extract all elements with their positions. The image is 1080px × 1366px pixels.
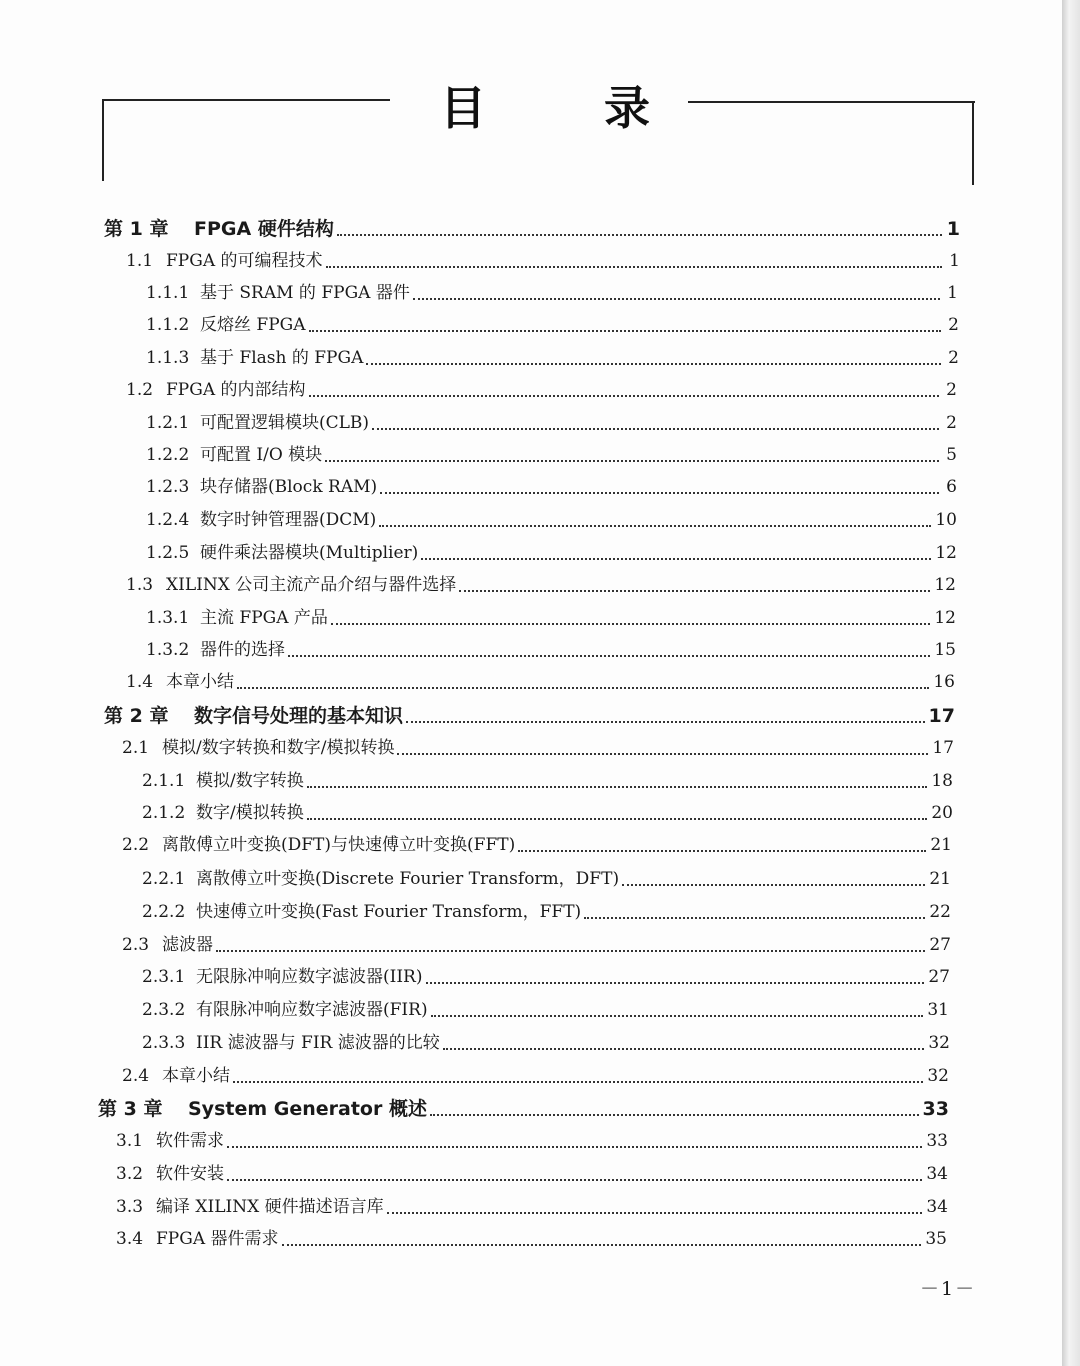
- toc-entry-number: 3.1: [116, 1131, 144, 1151]
- toc-entry-title: FPGA 硬件结构: [194, 218, 334, 240]
- toc-entry-page: 10: [935, 510, 957, 530]
- toc-entry-title: 本章小结: [162, 1066, 230, 1086]
- toc-entry-title: 无限脉冲响应数字滤波器(IIR): [196, 967, 423, 987]
- toc-entry-number: 第 3 章: [98, 1098, 163, 1120]
- toc-entry-number: 2.3: [122, 935, 150, 955]
- toc-subsection-entry[interactable]: [142, 1026, 950, 1054]
- toc-entry-title: 块存储器(Block RAM): [200, 477, 378, 497]
- toc-entry-page: 27: [929, 935, 951, 955]
- toc-dot-leader: [282, 1244, 922, 1246]
- toc-entry-page: 2: [946, 413, 957, 433]
- toc-entry-title: 器件的选择: [200, 640, 285, 660]
- toc-entry-number: 1.2.4: [146, 510, 190, 530]
- toc-entry-number: 1.1.2: [146, 315, 190, 335]
- toc-entry-number: 2.3.2: [142, 1000, 186, 1020]
- toc-dot-leader: [307, 786, 928, 788]
- toc-entry-number: 1.2.5: [146, 543, 190, 563]
- toc-entry-number: 第 1 章: [104, 218, 169, 240]
- toc-entry-number: 1.4: [126, 672, 154, 692]
- toc-subsection-entry[interactable]: [142, 895, 951, 923]
- toc-entry-title: FPGA 的可编程技术: [166, 251, 323, 271]
- toc-subsection-entry[interactable]: [142, 960, 950, 988]
- toc-dot-leader: [325, 460, 939, 462]
- toc-dot-leader: [406, 721, 925, 723]
- toc-subsection-entry[interactable]: [146, 308, 959, 336]
- toc-entry-page: 20: [931, 803, 953, 823]
- toc-dot-leader: [421, 558, 931, 560]
- toc-entry-page: 21: [929, 869, 951, 889]
- toc-entry-title: 硬件乘法器模块(Multiplier): [200, 543, 419, 563]
- toc-dot-leader: [227, 1179, 922, 1181]
- toc-entry-title: 软件安装: [156, 1164, 224, 1184]
- toc-dot-leader: [233, 1081, 923, 1083]
- toc-entry-title: 反熔丝 FPGA: [200, 315, 306, 335]
- toc-dot-leader: [307, 818, 928, 820]
- toc-dot-leader: [337, 234, 942, 236]
- toc-entry-page: 12: [934, 575, 956, 595]
- toc-dot-leader: [584, 917, 925, 919]
- toc-subsection-entry[interactable]: [146, 438, 957, 466]
- toc-dot-leader: [426, 982, 925, 984]
- toc-entry-page: 1: [949, 251, 960, 271]
- toc-entry-number: 2.1.2: [142, 803, 186, 823]
- toc-dot-leader: [227, 1146, 922, 1148]
- toc-entry-page: 27: [928, 967, 950, 987]
- toc-entry-number: 1.2.3: [146, 477, 190, 497]
- toc-entry-title: 本章小结: [166, 672, 234, 692]
- toc-subsection-entry[interactable]: [146, 470, 957, 498]
- title-char-1: 目: [440, 81, 486, 135]
- page-edge-shadow: [1062, 0, 1080, 1366]
- toc-entry-title: FPGA 器件需求: [156, 1229, 279, 1249]
- title-char-2: 录: [604, 81, 650, 135]
- toc-section-entry[interactable]: [126, 373, 957, 401]
- toc-entry-number: 1.2: [126, 380, 154, 400]
- toc-entry-number: 2.1.1: [142, 771, 186, 791]
- toc-subsection-entry[interactable]: [146, 341, 959, 369]
- toc-entry-page: 1: [947, 283, 958, 303]
- toc-entry-page: 18: [931, 771, 953, 791]
- toc-entry-title: FPGA 的内部结构: [166, 380, 306, 400]
- page-title: [440, 70, 650, 140]
- toc-entry-page: 34: [926, 1164, 948, 1184]
- toc-dot-leader: [397, 753, 928, 755]
- toc-subsection-entry[interactable]: [146, 536, 957, 564]
- toc-section-entry[interactable]: [116, 1190, 948, 1218]
- toc-entry-title: 有限脉冲响应数字滤波器(FIR): [196, 1000, 428, 1020]
- toc-subsection-entry[interactable]: [146, 406, 957, 434]
- toc-dot-leader: [443, 1048, 925, 1050]
- toc-entry-page: 6: [946, 477, 957, 497]
- toc-entry-number: 2.4: [122, 1066, 150, 1086]
- toc-subsection-entry[interactable]: [146, 276, 958, 304]
- toc-section-entry[interactable]: [116, 1222, 947, 1250]
- frame-right-vertical-line: [972, 101, 974, 185]
- toc-entry-title: System Generator 概述: [188, 1098, 427, 1120]
- toc-entry-number: 1.1.1: [146, 283, 190, 303]
- toc-entry-number: 2.3.3: [142, 1033, 186, 1053]
- toc-entry-title: 主流 FPGA 产品: [200, 608, 328, 628]
- toc-entry-number: 1.1: [126, 251, 154, 271]
- toc-entry-title: 模拟/数字转换: [196, 771, 304, 791]
- toc-entry-title: 可配置逻辑模块(CLB): [200, 413, 370, 433]
- toc-dot-leader: [622, 884, 925, 886]
- toc-entry-number: 1.2.1: [146, 413, 190, 433]
- frame-right-top-line: [688, 101, 975, 103]
- toc-dot-leader: [379, 525, 931, 527]
- toc-dot-leader: [331, 623, 930, 625]
- toc-section-entry[interactable]: [126, 244, 960, 272]
- frame-left-top-line: [102, 99, 390, 101]
- toc-dot-leader: [237, 687, 929, 689]
- toc-section-entry[interactable]: [122, 1059, 949, 1087]
- toc-subsection-entry[interactable]: [146, 601, 956, 629]
- toc-entry-title: 离散傅立叶变换(Discrete Fourier Transform，DFT): [196, 869, 620, 889]
- toc-section-entry[interactable]: [116, 1124, 948, 1152]
- toc-dot-leader: [518, 850, 926, 852]
- toc-entry-number: 1.3: [126, 575, 154, 595]
- toc-subsection-entry[interactable]: [142, 862, 951, 890]
- toc-subsection-entry[interactable]: [146, 503, 957, 531]
- toc-entry-number: 3.2: [116, 1164, 144, 1184]
- toc-entry-page: 35: [925, 1229, 947, 1249]
- toc-entry-number: 2.2.2: [142, 902, 186, 922]
- toc-entry-title: 编译 XILINX 硬件描述语言库: [156, 1197, 384, 1217]
- toc-entry-page: 5: [946, 445, 957, 465]
- toc-section-entry[interactable]: [116, 1157, 948, 1185]
- toc-dot-leader: [431, 1015, 924, 1017]
- toc-entry-page: 2: [948, 315, 959, 335]
- toc-section-entry[interactable]: [122, 828, 952, 856]
- toc-entry-page: 17: [932, 738, 954, 758]
- toc-dot-leader: [413, 298, 940, 300]
- toc-entry-page: 2: [946, 380, 957, 400]
- toc-dot-leader: [309, 395, 940, 397]
- toc-dot-leader: [288, 655, 930, 657]
- toc-section-entry[interactable]: [126, 568, 956, 596]
- toc-subsection-entry[interactable]: [142, 764, 953, 792]
- toc-entry-title: 可配置 I/O 模块: [200, 445, 323, 465]
- toc-entry-title: 快速傅立叶变换(Fast Fourier Transform，FFT): [196, 902, 582, 922]
- toc-entry-number: 2.2.1: [142, 869, 186, 889]
- toc-dot-leader: [372, 428, 939, 430]
- toc-dot-leader: [380, 492, 939, 494]
- toc-entry-page: 32: [928, 1033, 950, 1053]
- toc-dot-leader: [430, 1114, 919, 1116]
- toc-entry-page: 34: [926, 1197, 948, 1217]
- toc-entry-number: 1.1.3: [146, 348, 190, 368]
- toc-dot-leader: [387, 1212, 923, 1214]
- toc-entry-title: 离散傅立叶变换(DFT)与快速傅立叶变换(FFT): [162, 835, 516, 855]
- toc-entry-number: 3.3: [116, 1197, 144, 1217]
- toc-entry-number: 2.2: [122, 835, 150, 855]
- toc-entry-page: 12: [934, 608, 956, 628]
- toc-entry-title: IIR 滤波器与 FIR 滤波器的比较: [196, 1033, 440, 1053]
- toc-entry-page: 33: [922, 1098, 949, 1120]
- toc-dot-leader: [459, 590, 930, 592]
- toc-entry-title: 数字/模拟转换: [196, 803, 304, 823]
- toc-dot-leader: [366, 363, 941, 365]
- toc-chapter-entry[interactable]: [98, 1092, 949, 1120]
- toc-entry-page: 1: [946, 218, 960, 240]
- toc-subsection-entry[interactable]: [142, 796, 953, 824]
- toc-dot-leader: [216, 950, 925, 952]
- toc-chapter-entry[interactable]: [104, 212, 960, 240]
- toc-entry-title: XILINX 公司主流产品介绍与器件选择: [166, 575, 457, 595]
- toc-section-entry[interactable]: [126, 665, 955, 693]
- toc-entry-page: 2: [948, 348, 959, 368]
- toc-entry-page: 33: [926, 1131, 948, 1151]
- toc-section-entry[interactable]: [122, 731, 954, 759]
- toc-entry-title: 数字信号处理的基本知识: [194, 705, 404, 727]
- toc-entry-page: 21: [930, 835, 952, 855]
- toc-dot-leader: [326, 266, 943, 268]
- page-number: －1－: [920, 1278, 977, 1300]
- toc-entry-page: 22: [929, 902, 951, 922]
- toc-entry-page: 12: [935, 543, 957, 563]
- toc-entry-title: 基于 SRAM 的 FPGA 器件: [200, 283, 410, 303]
- toc-entry-page: 32: [927, 1066, 949, 1086]
- toc-section-entry[interactable]: [122, 928, 951, 956]
- toc-entry-number: 2.1: [122, 738, 150, 758]
- toc-entry-page: 17: [928, 705, 955, 727]
- toc-entry-page: 16: [933, 672, 955, 692]
- toc-dot-leader: [309, 330, 942, 332]
- toc-entry-title: 软件需求: [156, 1131, 224, 1151]
- toc-entry-title: 数字时钟管理器(DCM): [200, 510, 377, 530]
- toc-chapter-entry[interactable]: [104, 699, 955, 727]
- toc-entry-title: 基于 Flash 的 FPGA: [200, 348, 364, 368]
- toc-entry-number: 2.3.1: [142, 967, 186, 987]
- toc-subsection-entry[interactable]: [146, 633, 956, 661]
- toc-entry-number: 1.3.1: [146, 608, 190, 628]
- toc-entry-number: 第 2 章: [104, 705, 169, 727]
- toc-entry-page: 15: [934, 640, 956, 660]
- toc-subsection-entry[interactable]: [142, 993, 949, 1021]
- toc-entry-number: 1.3.2: [146, 640, 190, 660]
- frame-left-vertical-line: [102, 99, 104, 181]
- toc-entry-page: 31: [927, 1000, 949, 1020]
- toc-entry-title: 模拟/数字转换和数字/模拟转换: [162, 738, 395, 758]
- toc-entry-number: 3.4: [116, 1229, 144, 1249]
- toc-entry-title: 滤波器: [162, 935, 213, 955]
- toc-entry-number: 1.2.2: [146, 445, 190, 465]
